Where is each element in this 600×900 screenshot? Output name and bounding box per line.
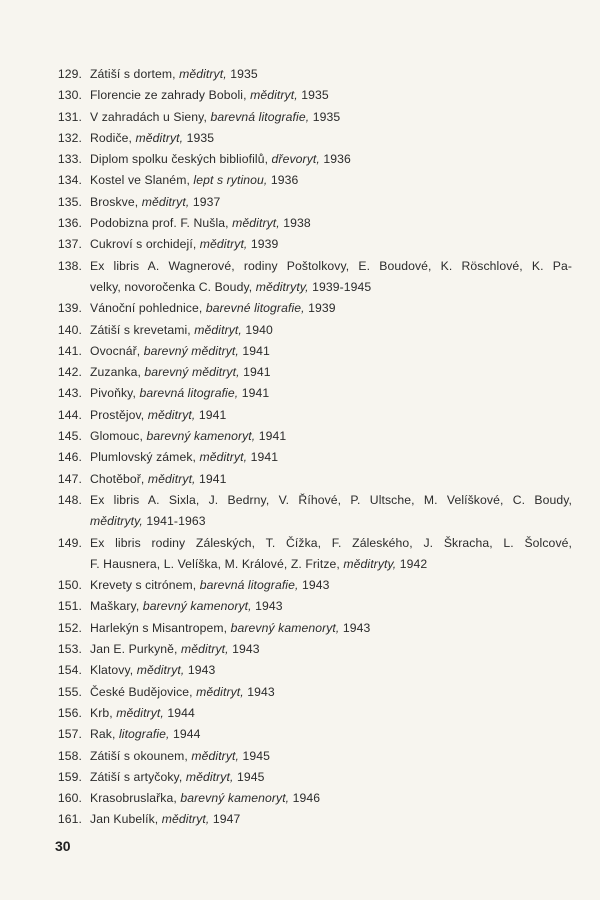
technique-text: měditryt, — [179, 67, 227, 81]
catalogue-entry — [52, 575, 572, 596]
title-text: 1947 — [209, 812, 241, 827]
entry-number: 137. — [57, 237, 82, 252]
title-text: 1944 — [169, 727, 201, 742]
title-text: Ex libris A. Sixla, J. Bedrny, V. Říhové, P. Ultsche, M. Velíškové, C. Boudy, — [90, 492, 572, 507]
entry-line — [90, 703, 572, 724]
title-text: Jan Kubelík, — [90, 812, 162, 827]
entry-line — [90, 128, 572, 149]
catalogue-entry — [52, 192, 572, 213]
entry-number: 143. — [57, 386, 82, 401]
title-text: 1941 — [195, 471, 227, 486]
entry-line — [90, 533, 572, 554]
entry-text — [90, 788, 572, 809]
title-text: Rodiče, — [90, 130, 136, 145]
technique-text: měditryty, — [90, 514, 143, 529]
entry-line — [90, 192, 572, 213]
entry-number: 160. — [57, 791, 82, 806]
title-text: Plumlovský zámek, — [90, 450, 200, 465]
entry-text — [90, 234, 572, 255]
technique-text: barevná litografie, — [210, 109, 310, 124]
title-text: 1941 — [255, 429, 287, 444]
entry-text — [90, 362, 572, 383]
title-text: Cukroví s orchidejí, — [90, 237, 200, 252]
catalogue-entry — [52, 107, 572, 128]
entry-text — [90, 298, 572, 319]
catalogue-entry — [52, 234, 572, 255]
title-text: Zátiší s dortem, — [90, 67, 180, 81]
title-text: F. Hausnera, L. Velíška, M. Králové, Z. Fritze, — [90, 556, 344, 571]
entry-text — [90, 320, 572, 341]
catalogue-entry — [52, 809, 572, 830]
catalogue-entry — [52, 256, 572, 299]
entry-text — [90, 639, 572, 660]
catalogue-entry — [52, 618, 572, 639]
title-text: 1942 — [396, 556, 428, 571]
title-text: Krevety s citrónem, — [90, 578, 200, 593]
entry-line — [90, 788, 572, 809]
entry-text — [90, 746, 572, 767]
title-text: 1938 — [279, 216, 311, 231]
technique-text: měditryt, — [191, 748, 240, 763]
entry-line — [90, 405, 572, 426]
catalogue-entry — [52, 426, 572, 447]
entry-number: 131. — [57, 109, 82, 124]
title-text: 1941-1963 — [142, 514, 206, 529]
entry-text — [90, 383, 572, 404]
title-text: 1941 — [195, 407, 227, 422]
entry-text — [90, 809, 572, 830]
entry-line — [90, 490, 572, 511]
entry-number: 134. — [57, 173, 82, 188]
entry-text — [90, 213, 572, 234]
technique-text: litografie, — [118, 727, 170, 742]
catalogue-entry — [52, 660, 572, 681]
title-text: Jan E. Purkyně, — [90, 642, 182, 657]
catalogue-entry — [52, 320, 572, 341]
entry-number: 144. — [57, 407, 82, 422]
entry-text — [90, 469, 572, 490]
page-number: 30 — [55, 838, 71, 854]
entry-line — [90, 362, 572, 383]
technique-text: barevný kamenoryt, — [142, 599, 252, 614]
title-text: Pivoňky, — [90, 386, 140, 401]
entry-line — [90, 383, 572, 404]
title-text: Klatovy, — [90, 663, 137, 678]
entry-text — [90, 426, 572, 447]
title-text: 1946 — [289, 791, 321, 806]
technique-text: měditryt, — [199, 450, 248, 465]
catalogue-entry — [52, 341, 572, 362]
catalogue-entry — [52, 213, 572, 234]
technique-text: barevný měditryt, — [144, 365, 240, 380]
entry-number: 147. — [57, 471, 82, 486]
catalogue-entry — [52, 788, 572, 809]
catalogue-entry — [52, 85, 572, 106]
title-text: 1943 — [298, 578, 330, 593]
technique-text: měditryt, — [181, 642, 229, 657]
technique-text: měditryt, — [250, 88, 298, 103]
title-text: V zahradách u Sieny, — [90, 109, 211, 124]
technique-text: měditryt, — [116, 705, 164, 720]
entry-line — [90, 469, 572, 490]
catalogue-entry — [52, 533, 572, 576]
title-text: Kostel ve Slaném, — [90, 173, 194, 188]
title-text: Florencie ze zahrady Boboli, — [90, 88, 251, 103]
title-text: Ovocnář, — [90, 343, 144, 358]
technique-text: barevná litografie, — [139, 386, 239, 401]
technique-text: měditryt, — [147, 407, 196, 422]
title-text: 1936 — [267, 173, 299, 188]
entry-line — [90, 234, 572, 255]
title-text: Podobizna prof. F. Nušla, — [90, 216, 233, 231]
entry-number: 139. — [57, 301, 82, 316]
title-text: 1935 — [297, 88, 329, 103]
entry-text — [90, 85, 572, 106]
catalogue-entry — [52, 703, 572, 724]
title-text: 1939 — [304, 301, 336, 316]
technique-text: dřevoryt, — [271, 152, 320, 167]
entry-number: 130. — [57, 88, 82, 103]
title-text: 1941 — [239, 365, 271, 380]
entry-line — [90, 682, 572, 703]
entry-line — [90, 618, 572, 639]
entry-number: 155. — [57, 684, 82, 699]
entry-number: 161. — [57, 812, 82, 827]
entry-line — [90, 660, 572, 681]
entry-number: 142. — [57, 365, 82, 380]
entry-text — [90, 490, 572, 533]
entry-text — [90, 703, 572, 724]
catalogue-entry — [52, 767, 572, 788]
title-text: Zátiší s krevetami, — [90, 322, 195, 337]
technique-text: barevná litografie, — [199, 578, 299, 593]
entry-text — [90, 341, 572, 362]
entry-number: 151. — [57, 599, 82, 614]
entry-text — [90, 405, 572, 426]
technique-text: měditryt, — [185, 769, 234, 784]
entry-text — [90, 724, 572, 745]
catalogue-entry — [52, 596, 572, 617]
entry-text — [90, 682, 572, 703]
catalogue-entry — [52, 128, 572, 149]
technique-text: měditryt, — [161, 812, 210, 827]
title-text: 1939 — [247, 237, 279, 252]
technique-text: měditryt, — [135, 130, 184, 145]
title-text: Diplom spolku českých bibliofilů, — [90, 152, 272, 167]
entry-number: 157. — [57, 727, 82, 742]
entry-line — [90, 149, 572, 170]
technique-text: barevný kamenoryt, — [230, 620, 340, 635]
title-text: 1943 — [243, 684, 275, 699]
entry-line — [90, 447, 572, 468]
catalogue-entry — [52, 724, 572, 745]
entry-text — [90, 575, 572, 596]
entry-line — [90, 639, 572, 660]
catalogue-entry — [52, 746, 572, 767]
entry-line — [90, 575, 572, 596]
entry-text — [90, 149, 572, 170]
title-text: Vánoční pohlednice, — [90, 301, 206, 316]
entry-text — [90, 107, 572, 128]
entry-line — [90, 511, 572, 532]
title-text: Prostějov, — [90, 407, 148, 422]
title-text: 1935 — [226, 67, 258, 81]
entry-number: 129. — [57, 67, 82, 81]
entry-number: 159. — [57, 769, 82, 784]
entry-number: 153. — [57, 642, 82, 657]
entry-line — [90, 277, 572, 298]
catalogue-entry — [52, 682, 572, 703]
entry-text — [90, 447, 572, 468]
technique-text: měditryt, — [141, 194, 190, 209]
title-text: Ex libris rodiny Záleských, T. Čížka, F. Záleského, J. Škracha, L. Šolcové, — [90, 535, 572, 550]
title-text: Krb, — [90, 705, 117, 720]
title-text: Maškary, — [90, 599, 143, 614]
title-text: Zátiší s okounem, — [90, 748, 192, 763]
entry-text — [90, 618, 572, 639]
entry-text — [90, 767, 572, 788]
catalogue-list — [52, 64, 572, 831]
title-text: 1944 — [163, 705, 195, 720]
title-text: 1937 — [189, 194, 221, 209]
entry-text — [90, 533, 572, 576]
entry-line — [90, 256, 572, 277]
entry-line — [90, 426, 572, 447]
entry-number: 152. — [57, 620, 82, 635]
technique-text: měditryt, — [147, 471, 196, 486]
entry-text — [90, 128, 572, 149]
catalogue-entry — [52, 149, 572, 170]
title-text: 1943 — [251, 599, 283, 614]
title-text: 1935 — [309, 109, 341, 124]
entry-text — [90, 596, 572, 617]
title-text: Zuzanka, — [90, 365, 145, 380]
entry-number: 150. — [57, 578, 82, 593]
entry-line — [90, 85, 572, 106]
entry-text — [90, 660, 572, 681]
entry-text — [90, 256, 572, 299]
technique-text: lept s rytinou, — [193, 173, 268, 188]
entry-number: 158. — [57, 748, 82, 763]
catalogue-entry — [52, 383, 572, 404]
title-text: 1943 — [339, 620, 371, 635]
technique-text: měditryt, — [199, 237, 248, 252]
technique-text: měditryty, — [343, 556, 397, 571]
catalogue-entry — [52, 405, 572, 426]
title-text: 1940 — [241, 322, 273, 337]
title-text: Broskve, — [90, 194, 142, 209]
entry-line — [90, 320, 572, 341]
entry-line — [90, 107, 572, 128]
entry-text — [90, 170, 572, 191]
entry-line — [90, 554, 572, 575]
catalogue-entry — [52, 298, 572, 319]
entry-line — [90, 64, 572, 85]
entry-line — [90, 341, 572, 362]
entry-number: 145. — [57, 429, 82, 444]
technique-text: barevný kamenoryt, — [146, 429, 256, 444]
entry-number: 154. — [57, 663, 82, 678]
title-text: Zátiší s artyčoky, — [90, 769, 186, 784]
entry-number: 136. — [57, 216, 82, 231]
technique-text: barevný kamenoryt, — [180, 791, 290, 806]
entry-number: 140. — [57, 322, 82, 337]
entry-number: 135. — [57, 194, 82, 209]
catalogue-entry — [52, 170, 572, 191]
entry-number: 148. — [57, 492, 82, 507]
title-text: 1943 — [228, 642, 260, 657]
catalogue-entry — [52, 362, 572, 383]
entry-number: 156. — [57, 705, 82, 720]
title-text: 1936 — [319, 152, 351, 167]
title-text: 1941 — [238, 343, 270, 358]
entry-line — [90, 724, 572, 745]
title-text: 1941 — [238, 386, 270, 401]
technique-text: měditryt, — [136, 663, 185, 678]
title-text: Harlekýn s Misantropem, — [90, 620, 231, 635]
title-text: Krasobruslařka, — [90, 791, 181, 806]
title-text: 1935 — [183, 130, 215, 145]
entry-line — [90, 213, 572, 234]
entry-text — [90, 192, 572, 213]
entry-number: 146. — [57, 450, 82, 465]
catalogue-entry — [52, 64, 572, 85]
entry-number: 149. — [57, 535, 82, 550]
entry-text — [90, 64, 572, 85]
technique-text: měditryt, — [194, 322, 242, 337]
title-text: Chotěboř, — [90, 471, 148, 486]
title-text: 1943 — [184, 663, 216, 678]
catalogue-entry — [52, 447, 572, 468]
catalogue-entry — [52, 490, 572, 533]
title-text: Glomouc, — [90, 429, 147, 444]
technique-text: měditryty, — [255, 279, 309, 294]
entry-line — [90, 298, 572, 319]
technique-text: měditryt, — [196, 684, 244, 699]
entry-number: 133. — [57, 152, 82, 167]
entry-number: 141. — [57, 343, 82, 358]
entry-line — [90, 746, 572, 767]
title-text: 1945 — [239, 748, 271, 763]
entry-number: 138. — [57, 258, 82, 273]
entry-number: 132. — [57, 130, 82, 145]
title-text: 1945 — [233, 769, 265, 784]
technique-text: barevný měditryt, — [143, 343, 239, 358]
catalogue-entry — [52, 469, 572, 490]
title-text: velky, novoročenka C. Boudy, — [90, 279, 256, 294]
title-text: 1939-1945 — [308, 279, 372, 294]
title-text: Ex libris A. Wagnerové, rodiny Poštolkovy, E. Boudové, K. Röschlové, K. Pa- — [90, 258, 572, 273]
title-text: České Budějovice, — [90, 684, 197, 699]
entry-line — [90, 596, 572, 617]
catalogue-entry — [52, 639, 572, 660]
entry-line — [90, 170, 572, 191]
technique-text: měditryt, — [232, 216, 280, 231]
title-text: 1941 — [247, 450, 279, 465]
technique-text: barevné litografie, — [205, 301, 305, 316]
title-text: Rak, — [90, 727, 119, 742]
entry-line — [90, 767, 572, 788]
entry-line — [90, 809, 572, 830]
